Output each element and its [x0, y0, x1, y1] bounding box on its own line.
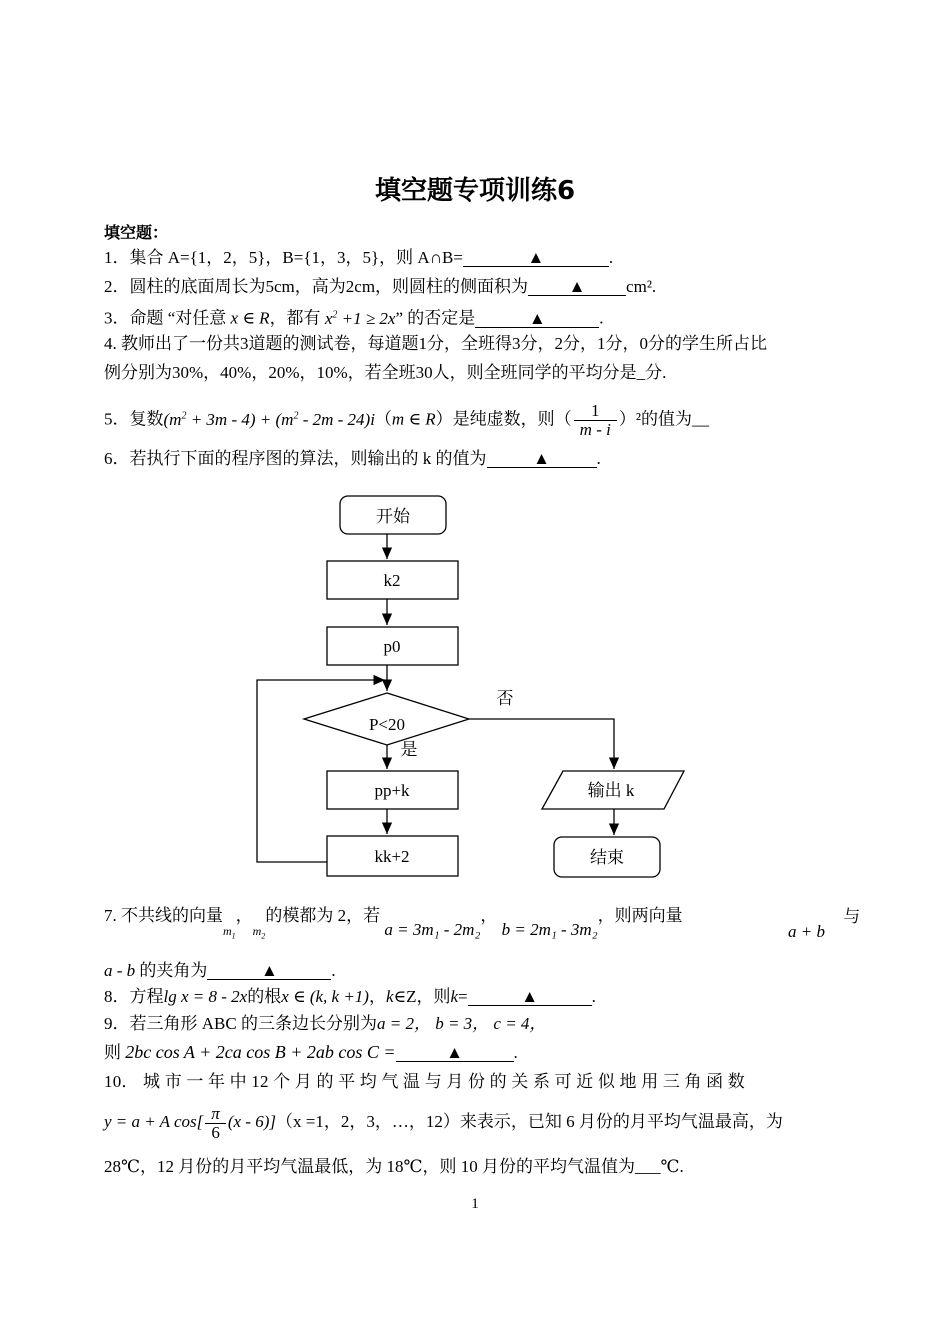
vector-a-equation: a = 3m₁ - 2m₂ [384, 920, 481, 939]
question-6: 6．若执行下面的程序图的算法，则输出的 k 的值为 ▲ . [104, 449, 601, 468]
fraction: $\frac{1}{m - i}$ [574, 402, 617, 439]
question-4-line-1: 4. 教师出了一份共3道题的测试卷，每道题1分，全班得3分，2分，1分，0分的学生所占比 [104, 334, 767, 353]
vector-m2: m2 [252, 924, 266, 941]
triangle-marker-icon: ▲ [528, 308, 546, 328]
question-7-sum: a + b 与 [788, 907, 861, 941]
fraction: $\frac{\pi}{6}$ [205, 1105, 226, 1142]
triangle-marker-icon: ▲ [533, 449, 550, 468]
question-7: 7. 不共线的向量$_{m_1}$，$_{m_2}$的模都为 2，若 a = 3m₁ - 2m₂， b = 2m₁ - 3m₂，则两向量 [104, 906, 683, 941]
question-3: 3．命题 “对任意 x ∈ R，都有 $x^2 +1 \ge 2x$” 的否定是 ▲ . [104, 308, 604, 328]
section-label: 填空题： [104, 223, 169, 242]
math-expression: a = 2， b = 3， c = 4， [376, 1014, 547, 1033]
flowchart-yes-label: 是 [400, 740, 418, 759]
math-expression: 2bc cos A + 2ca cos B + 2ab cos C = [125, 1042, 396, 1062]
question-10-line-3: 28℃，12 月份的月平均气温最低，为 18℃，则 10 月份的平均气温值为___℃. [104, 1157, 684, 1176]
answer-blank [207, 959, 331, 980]
vector-b-equation: b = 2m₁ - 3m₂ [501, 920, 598, 939]
flowchart-start-label: 开始 [376, 507, 410, 526]
answer-blank [396, 1041, 514, 1062]
flowchart-box3-label: pp+k [374, 781, 410, 800]
question-9: 9．若三角形 ABC 的三条边长分别为a = 2， b = 3， c = 4， [104, 1014, 547, 1033]
answer-blank [468, 985, 592, 1006]
math-expression: $(m^2 + 3m - 4) + (m^2 - 2m - 24)i$ [163, 409, 375, 429]
flowchart-output-label: 输出 k [587, 781, 635, 800]
flowchart-no-label: 否 [496, 689, 514, 708]
triangle-marker-icon: ▲ [568, 277, 586, 296]
math-expression: x ∈ R [230, 308, 270, 328]
page-title: 填空题专项训练6 [374, 176, 576, 206]
math-expression: $x^2 +1 \ge 2x$ [324, 308, 396, 328]
math-expression: x ∈ (k, k +1) [281, 987, 369, 1006]
flowchart-box2-label: p0 [383, 637, 401, 656]
triangle-marker-icon: ▲ [521, 987, 539, 1006]
triangle-marker-icon: ▲ [446, 1043, 463, 1062]
page-number: 1 [471, 1196, 479, 1212]
triangle-marker-icon: ▲ [527, 248, 545, 267]
flowchart-box4-label: kk+2 [374, 847, 410, 866]
math-expression: m ∈ R [391, 409, 436, 429]
vector-m1: m1 [223, 924, 236, 941]
question-2-text: 2．圆柱的底面周长为5cm，高为2cm，则圆柱的侧面积为 [104, 277, 529, 296]
question-2: 2．圆柱的底面周长为5cm，高为2cm，则圆柱的侧面积为 ▲ cm². [104, 277, 657, 296]
question-1-text: 1．集合 A={1，2，5}，B={1，3，5}，则 A∩B= [104, 248, 463, 267]
flowchart-end-label: 结束 [590, 848, 624, 867]
question-1: 1．集合 A={1，2，5}，B={1，3，5}，则 A∩B= ▲ . [104, 248, 614, 267]
question-5: 5．复数$(m^2 + 3m - 4) + (m^2 - 2m - 24)i(m$ ∈ R）是纯虚数，则（ $\frac{1}{m - i}$ ）²的值为__ [104, 401, 709, 440]
question-7-line-2: a - b 的夹角为 ▲ . [104, 961, 336, 980]
math-expression: lg x = 8 - 2x [163, 987, 248, 1006]
question-10-line-2: y = a + A cos[ $\frac{\pi}{6}$ (x - 6)]（x =1，2，3，…，12）来表示，已知 6 月份的月平均气温最高，为 [104, 1103, 783, 1142]
question-9-line-2: 则 2bc cos A + 2ca cos B + 2ab cos C = ▲ . [104, 1042, 518, 1062]
flowchart-box1-label: k2 [383, 571, 401, 590]
flowchart-decision-label: P<20 [368, 715, 406, 734]
triangle-marker-icon: ▲ [261, 961, 278, 980]
question-8: 8．方程lg x = 8 - 2x的根x ∈ (k, k +1)，k∈Z，则k= ▲ . [104, 987, 596, 1006]
math-expression: y = a + A cos[ [104, 1112, 204, 1131]
question-4-line-2: 例分别为30%，40%，20%，10%，若全班30人，则全班同学的平均分是_分. [104, 363, 667, 382]
question-10-line-1: 10． 城 市 一 年 中 12 个 月 的 平 均 气 温 与 月 份 的 关 系 可 近 似 地 用 三 角 函 数 [104, 1072, 745, 1091]
